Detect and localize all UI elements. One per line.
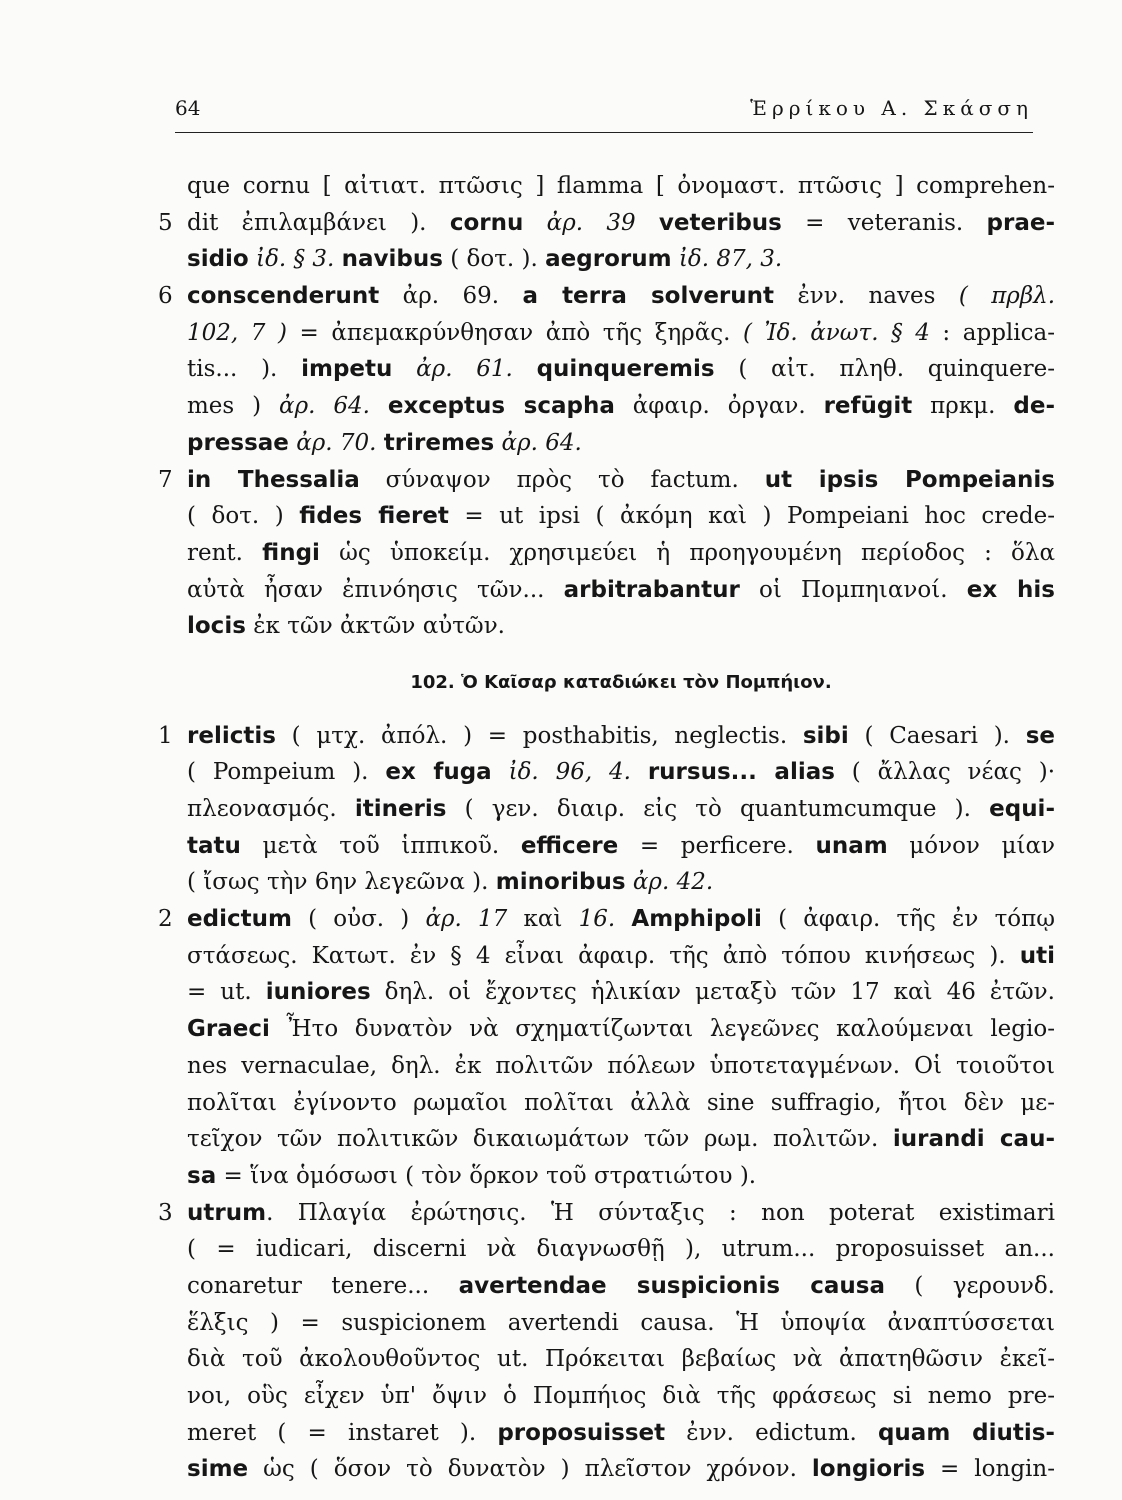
lemma: locis <box>187 613 246 640</box>
text-line <box>187 241 1055 278</box>
lemma: quinqueremis <box>536 356 715 383</box>
lemma: efficere <box>520 832 619 859</box>
gloss-text: ( μτχ. ἀπόλ. ) = posthabitis, neglectis. <box>275 722 803 749</box>
lemma: a terra solverunt <box>522 283 775 310</box>
gloss-text: ( ἀφαιρ. τῆς ἐν τόπῳ <box>761 906 1056 933</box>
lemma: se <box>1025 722 1056 749</box>
text-line <box>187 1048 1055 1085</box>
text-line <box>187 351 1055 388</box>
gloss-text: ( αἰτ. πληθ. quinquere- <box>714 356 1055 383</box>
text-line <box>187 572 1055 609</box>
gloss-text: ( Caesari ). <box>848 722 1026 749</box>
section-marker: 1 <box>158 722 173 749</box>
gloss-text: πολῖται ἐγίνοντο ρωμαῖοι πολῖται ἀλλὰ sine suffragio, ἤτοι δὲν με- <box>187 1089 1055 1116</box>
gloss-text: 16. <box>578 906 616 933</box>
gloss-text: οἱ Πομπηιανοί. <box>739 576 967 603</box>
gloss-text: ἀρ. 70. <box>296 429 377 456</box>
gloss-text <box>523 210 546 236</box>
commentary-block-101 <box>158 168 1056 645</box>
gloss-text: ἀφαιρ. ὀργαν. <box>614 393 824 420</box>
lemma: itineris <box>354 796 447 822</box>
gloss-text: = ἵνα ὁμόσωσι ( τὸν ὅρκον τοῦ στρατιώτου ). <box>216 1162 757 1189</box>
gloss-text: πρκμ. <box>912 393 1014 420</box>
gloss-text: que cornu [ αἰτιατ. πτῶσις ] flamma [ ὀνομαστ. πτῶσις ] comprehen- <box>187 173 1055 199</box>
lemma: refūgit <box>823 393 913 420</box>
gloss-text: πλεονασμός. <box>187 796 355 822</box>
gloss-text: 102, 7 ) <box>187 319 287 346</box>
gloss-text: mes ) <box>187 393 280 420</box>
gloss-text: ἐκ τῶν ἀκτῶν αὐτῶν. <box>245 613 505 640</box>
text-line <box>187 754 1055 791</box>
text-line <box>158 278 1056 315</box>
lemma: iurandi cau- <box>892 1126 1055 1153</box>
gloss-text: ἀρ. 64. <box>279 393 370 420</box>
text-line <box>187 828 1055 865</box>
gloss-text: rent. <box>187 539 263 566</box>
gloss-text <box>615 906 631 932</box>
lemma: sime <box>187 1456 249 1483</box>
running-head: Ἑρρίκου Α. Σκάσση <box>750 96 1033 120</box>
gloss-text: ( οὐσ. ) <box>291 906 426 933</box>
lemma: in Thessalia <box>187 466 360 493</box>
text-line <box>187 1451 1055 1488</box>
section-marker: 3 <box>158 1199 173 1226</box>
lemma: aegrorum <box>545 246 672 273</box>
gloss-text <box>249 246 256 272</box>
lemma: minoribus <box>495 869 626 896</box>
text-line <box>158 205 1056 242</box>
gloss-text: dit ἐπιλαμβάνει ). <box>187 209 450 236</box>
lemma: triremes <box>383 429 495 456</box>
gloss-text <box>392 356 416 382</box>
gloss-text: ἀρ. 69. <box>379 283 523 310</box>
lemma: ex his <box>966 576 1055 603</box>
gloss-text: nes vernaculae, δηλ. ἐκ πολιτῶν πόλεων ὑποτεταγμένων. Οἱ τοιοῦτοι <box>187 1052 1055 1079</box>
gloss-text: ἰδ. 87, 3. <box>678 246 783 273</box>
lemma: ex fuga <box>385 759 492 786</box>
lemma: arbitrabantur <box>563 576 740 603</box>
text-line <box>187 1158 1055 1195</box>
text-line <box>187 425 1055 462</box>
page-header <box>175 92 1033 133</box>
gloss-text: ( ἴσως τὴν 6ην λεγεῶνα ). <box>187 869 496 896</box>
lemma: unam <box>815 832 888 859</box>
text-line <box>187 1085 1055 1122</box>
gloss-text: διὰ τοῦ ἀκολουθοῦντος ut. Πρόκειται βεβαίως νὰ ἀπατηθῶσιν ἐκεῖ- <box>187 1346 1055 1373</box>
text-line <box>187 791 1055 828</box>
gloss-text <box>513 356 537 382</box>
gloss-text: = ἀπεμακρύνθησαν ἀπὸ τῆς ξηρᾶς. <box>286 319 743 346</box>
gloss-text: στάσεως. Κατωτ. ἐν § 4 εἶναι ἀφαιρ. τῆς ἀπὸ τόπου κινήσεως ). <box>187 942 1020 969</box>
gloss-text <box>334 246 341 272</box>
page-number: 64 <box>175 96 201 120</box>
gloss-text: = veteranis. <box>781 209 987 236</box>
gloss-text: ( δοτ. ). <box>442 246 546 273</box>
gloss-text: ἀρ. 17 <box>425 906 508 933</box>
lemma: quam diutis- <box>877 1419 1055 1446</box>
text-line <box>187 498 1055 535</box>
lemma: sibi <box>802 722 849 749</box>
text-line <box>187 974 1055 1011</box>
gloss-text: Ἦτο δυνατὸν νὰ σχηματίζωνται λεγεῶνες καλούμεναι legio- <box>269 1016 1055 1043</box>
lemma: ut ipsis Pompeianis <box>764 466 1055 493</box>
lemma: de- <box>1013 393 1055 420</box>
text-line <box>187 1378 1055 1415</box>
gloss-text: ἀρ. 39 <box>546 209 636 236</box>
gloss-text <box>494 430 501 456</box>
text-line <box>187 1268 1055 1305</box>
lemma: relictis <box>187 722 276 749</box>
gloss-text: = ut. <box>187 979 266 1006</box>
gloss-text: ( ἄλλας νέας )· <box>834 759 1056 786</box>
lemma: Graeci <box>187 1016 270 1043</box>
section-marker: 2 <box>158 906 173 933</box>
lemma: exceptus scapha <box>387 393 615 420</box>
section-marker: 5 <box>158 209 173 236</box>
gloss-text: ἀρ. 64. <box>501 429 582 456</box>
text-line <box>187 1011 1055 1048</box>
lemma: longioris <box>811 1456 926 1483</box>
section-marker: 6 <box>158 283 173 310</box>
gloss-text: tis... ). <box>187 356 302 383</box>
text-line <box>158 901 1056 938</box>
text-line <box>187 315 1055 352</box>
gloss-text: conaretur tenere... <box>187 1272 459 1299</box>
lemma: Amphipoli <box>631 906 762 933</box>
text-line <box>187 168 1055 205</box>
gloss-text: ἰδ. 96, 4. <box>508 759 631 786</box>
text-line <box>187 1415 1055 1452</box>
text-line <box>187 388 1055 425</box>
gloss-text: μετὰ τοῦ ἱππικοῦ. <box>240 832 521 859</box>
gloss-text <box>631 759 648 785</box>
gloss-text: αὐτὰ ἦσαν ἐπινόησις τῶν... <box>187 576 564 603</box>
lemma: utrum <box>187 1199 267 1226</box>
gloss-text: meret ( = instaret ). <box>187 1419 498 1446</box>
gloss-text: καὶ <box>507 906 579 933</box>
gloss-text <box>370 393 388 419</box>
text-line <box>187 1341 1055 1378</box>
lemma: equi- <box>989 796 1055 822</box>
gloss-text: ( Ἰδ. ἀνωτ. § 4 <box>743 319 930 346</box>
gloss-text: : applica- <box>929 319 1055 346</box>
lemma: avertendae suspicionis causa <box>458 1272 885 1299</box>
gloss-text: τεῖχον τῶν πολιτικῶν δικαιωμάτων τῶν ρωμ. πολιτῶν. <box>187 1126 893 1153</box>
gloss-text: ( γεν. διαιρ. εἰς τὸ quantumcumque ). <box>446 796 990 822</box>
gloss-text: ( δοτ. ) <box>187 503 300 530</box>
gloss-text: ( πρβλ. <box>958 283 1056 310</box>
gloss-text: νοι, οὓς εἶχεν ὑπ' ὄψιν ὁ Πομπήιος διὰ τῆς φράσεως si nemo pre- <box>187 1383 1055 1409</box>
gloss-text <box>492 759 509 785</box>
text-line <box>187 608 1055 645</box>
lemma: rursus... alias <box>647 759 835 786</box>
text-line <box>187 864 1055 901</box>
gloss-text: . Πλαγία ἐρώτησις. Ἡ σύνταξις : non poterat existimari <box>266 1199 1055 1226</box>
section-marker: 7 <box>158 466 173 493</box>
lemma: sidio <box>187 246 249 273</box>
gloss-text: σύναψον πρὸς τὸ factum. <box>359 466 765 493</box>
gloss-text: ἐνν. naves <box>774 283 959 310</box>
gloss-text: ἰδ. § 3. <box>256 246 335 273</box>
lemma: veteribus <box>658 209 782 236</box>
lemma: conscenderunt <box>187 283 380 310</box>
text-line <box>187 1231 1055 1268</box>
lemma: tatu <box>187 832 241 859</box>
lemma: uti <box>1019 942 1055 969</box>
text-line <box>187 535 1055 572</box>
gloss-text: ὡς ὑποκείμ. χρησιμεύει ἡ προηγουμένη περίοδος : ὅλα <box>319 539 1055 566</box>
gloss-text <box>636 210 659 236</box>
gloss-text: ( = iudicari, discerni νὰ διαγνωσθῇ ), utrum... proposuisset an... <box>187 1236 1055 1263</box>
lemma: prae- <box>986 209 1056 236</box>
text-line <box>158 1195 1055 1232</box>
gloss-text <box>672 246 679 272</box>
commentary-body <box>158 168 1056 1488</box>
lemma: impetu <box>301 356 393 383</box>
lemma: fingi <box>262 539 320 566</box>
lemma: iuniores <box>265 979 371 1006</box>
gloss-text: ἀρ. 42. <box>632 869 714 896</box>
gloss-text: ( γερουνδ. <box>885 1272 1055 1299</box>
gloss-text: = longin- <box>925 1456 1055 1483</box>
lemma: cornu <box>449 209 524 236</box>
gloss-text <box>376 430 383 456</box>
text-line <box>187 1121 1055 1158</box>
text-line <box>158 718 1056 755</box>
gloss-text: ἐνν. edictum. <box>665 1419 878 1446</box>
lemma: navibus <box>341 246 443 273</box>
lemma: edictum <box>187 906 292 933</box>
text-line <box>158 462 1055 499</box>
gloss-text: = perficere. <box>618 832 816 859</box>
lemma: proposuisset <box>497 1419 666 1446</box>
gloss-text: ἀρ. 61. <box>416 356 513 383</box>
text-line <box>187 938 1055 975</box>
gloss-text <box>626 869 633 895</box>
gloss-text: = ut ipsi ( ἀκόμη καὶ ) Pompeiani hoc crede- <box>448 503 1055 530</box>
gloss-text: ( Pompeium ). <box>187 759 386 786</box>
lemma: pressae <box>187 429 289 456</box>
lemma: sa <box>187 1162 217 1189</box>
commentary-block-102 <box>158 718 1056 1488</box>
gloss-text: ἕλξις ) = suspicionem avertendi causa. Ἡ ὑποψία ἀναπτύσσεται <box>187 1309 1055 1336</box>
section-title: 102. Ὁ Καῖσαρ καταδιώκει τὸν Πομπήιον. <box>410 671 832 693</box>
lemma: fides fieret <box>299 503 449 530</box>
gloss-text: ὡς ( ὅσον τὸ δυνατὸν ) πλεῖστον χρόνον. <box>248 1456 812 1483</box>
gloss-text: μόνον μίαν <box>887 832 1055 859</box>
text-line <box>187 1305 1055 1342</box>
gloss-text: δηλ. οἱ ἔχοντες ἡλικίαν μεταξὺ τῶν 17 καὶ 46 ἐτῶν. <box>370 979 1055 1006</box>
